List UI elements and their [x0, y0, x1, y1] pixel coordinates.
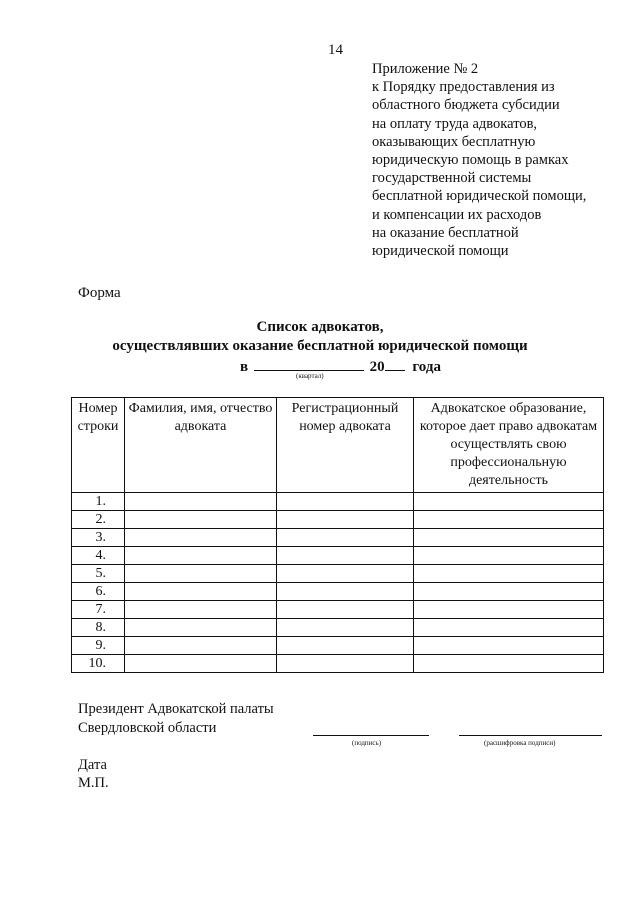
full-name-cell[interactable]: [125, 601, 277, 619]
row-number: 1.: [72, 493, 125, 511]
registration-number-cell[interactable]: [277, 547, 414, 565]
bar-formation-cell[interactable]: [414, 655, 604, 673]
title-prefix: в: [240, 359, 249, 375]
appendix-line: на оказание бесплатной: [372, 224, 519, 241]
page-number: 14: [328, 42, 343, 58]
full-name-cell[interactable]: [125, 583, 277, 601]
title-period-row: [240, 356, 441, 376]
bar-formation-cell[interactable]: [414, 529, 604, 547]
header-registration-number: Регистрационный номер адвоката: [277, 398, 414, 493]
year-suffix: года: [412, 359, 441, 375]
table-row: [72, 619, 604, 637]
table-row: [72, 601, 604, 619]
appendix-line: юридической помощи: [372, 243, 509, 260]
table-row: [72, 565, 604, 583]
table-row: [72, 511, 604, 529]
appendix-block: [372, 60, 586, 260]
row-number: 4.: [72, 547, 125, 565]
title-line-2: осуществлявших оказание бесплатной юридической помощи: [112, 338, 528, 354]
registration-number-cell[interactable]: [277, 583, 414, 601]
registration-number-cell[interactable]: [277, 637, 414, 655]
signature-caption: (подпись): [352, 739, 382, 747]
appendix-line: Приложение № 2: [372, 61, 479, 77]
bar-formation-cell[interactable]: [414, 493, 604, 511]
row-number: 6.: [72, 583, 125, 601]
bar-formation-cell[interactable]: [414, 619, 604, 637]
table-body: [72, 493, 604, 673]
registration-number-cell[interactable]: [277, 619, 414, 637]
header-row-number: Номер строки: [72, 398, 125, 493]
row-number: 2.: [72, 511, 125, 529]
header-full-name: Фамилия, имя, отчество адвоката: [125, 398, 277, 493]
appendix-line: государственной системы: [372, 170, 532, 187]
signature-title: [78, 700, 274, 738]
appendix-line: и компенсации их расходов: [372, 206, 542, 223]
seal-label: М.П.: [78, 775, 109, 791]
year-blank-field[interactable]: [385, 356, 405, 371]
row-number: 7.: [72, 601, 125, 619]
signature-line-2: Свердловской области: [78, 720, 217, 736]
bar-formation-cell[interactable]: [414, 583, 604, 601]
registration-number-cell[interactable]: [277, 529, 414, 547]
registration-number-cell[interactable]: [277, 655, 414, 673]
signature-decode-field[interactable]: [459, 734, 602, 736]
advocates-table: [71, 397, 604, 673]
signature-field[interactable]: [313, 734, 429, 736]
table-row: [72, 583, 604, 601]
full-name-cell[interactable]: [125, 493, 277, 511]
full-name-cell[interactable]: [125, 565, 277, 583]
signature-decode-caption: (расшифровка подписи): [484, 739, 556, 747]
full-name-cell[interactable]: [125, 529, 277, 547]
bar-formation-cell[interactable]: [414, 637, 604, 655]
full-name-cell[interactable]: [125, 547, 277, 565]
full-name-cell[interactable]: [125, 637, 277, 655]
header-bar-formation: Адвокатское образование, которое дает право адвокатам осуществлять свою профессиональную деятельность: [414, 398, 604, 493]
document-title: [0, 318, 640, 356]
table-row: [72, 493, 604, 511]
title-line-1: Список адвокатов,: [256, 319, 384, 335]
bar-formation-cell[interactable]: [414, 565, 604, 583]
table-row: [72, 637, 604, 655]
date-seal-block: [78, 756, 109, 792]
full-name-cell[interactable]: [125, 655, 277, 673]
bar-formation-cell[interactable]: [414, 601, 604, 619]
bar-formation-cell[interactable]: [414, 547, 604, 565]
bar-formation-cell[interactable]: [414, 511, 604, 529]
row-number: 5.: [72, 565, 125, 583]
quarter-blank-field[interactable]: [254, 356, 364, 371]
row-number: 9.: [72, 637, 125, 655]
table-row: [72, 547, 604, 565]
full-name-cell[interactable]: [125, 619, 277, 637]
table-row: [72, 529, 604, 547]
registration-number-cell[interactable]: [277, 511, 414, 529]
registration-number-cell[interactable]: [277, 493, 414, 511]
form-label: Форма: [78, 285, 121, 301]
registration-number-cell[interactable]: [277, 601, 414, 619]
appendix-line: областного бюджета субсидии: [372, 97, 560, 114]
row-number: 10.: [72, 655, 125, 673]
full-name-cell[interactable]: [125, 511, 277, 529]
row-number: 3.: [72, 529, 125, 547]
row-number: 8.: [72, 619, 125, 637]
quarter-caption: (квартал): [296, 372, 324, 380]
date-label: Дата: [78, 757, 107, 773]
signature-line-1: Президент Адвокатской палаты: [78, 701, 274, 717]
appendix-line: оказывающих бесплатную: [372, 133, 536, 150]
appendix-line: на оплату труда адвокатов,: [372, 115, 538, 132]
registration-number-cell[interactable]: [277, 565, 414, 583]
appendix-line: юридическую помощь в рамках: [372, 152, 569, 169]
year-prefix: 20: [369, 359, 385, 375]
table-header-row: [72, 398, 604, 493]
appendix-line: к Порядку предоставления из: [372, 79, 555, 96]
appendix-line: бесплатной юридической помощи,: [372, 188, 587, 205]
table-row: [72, 655, 604, 673]
